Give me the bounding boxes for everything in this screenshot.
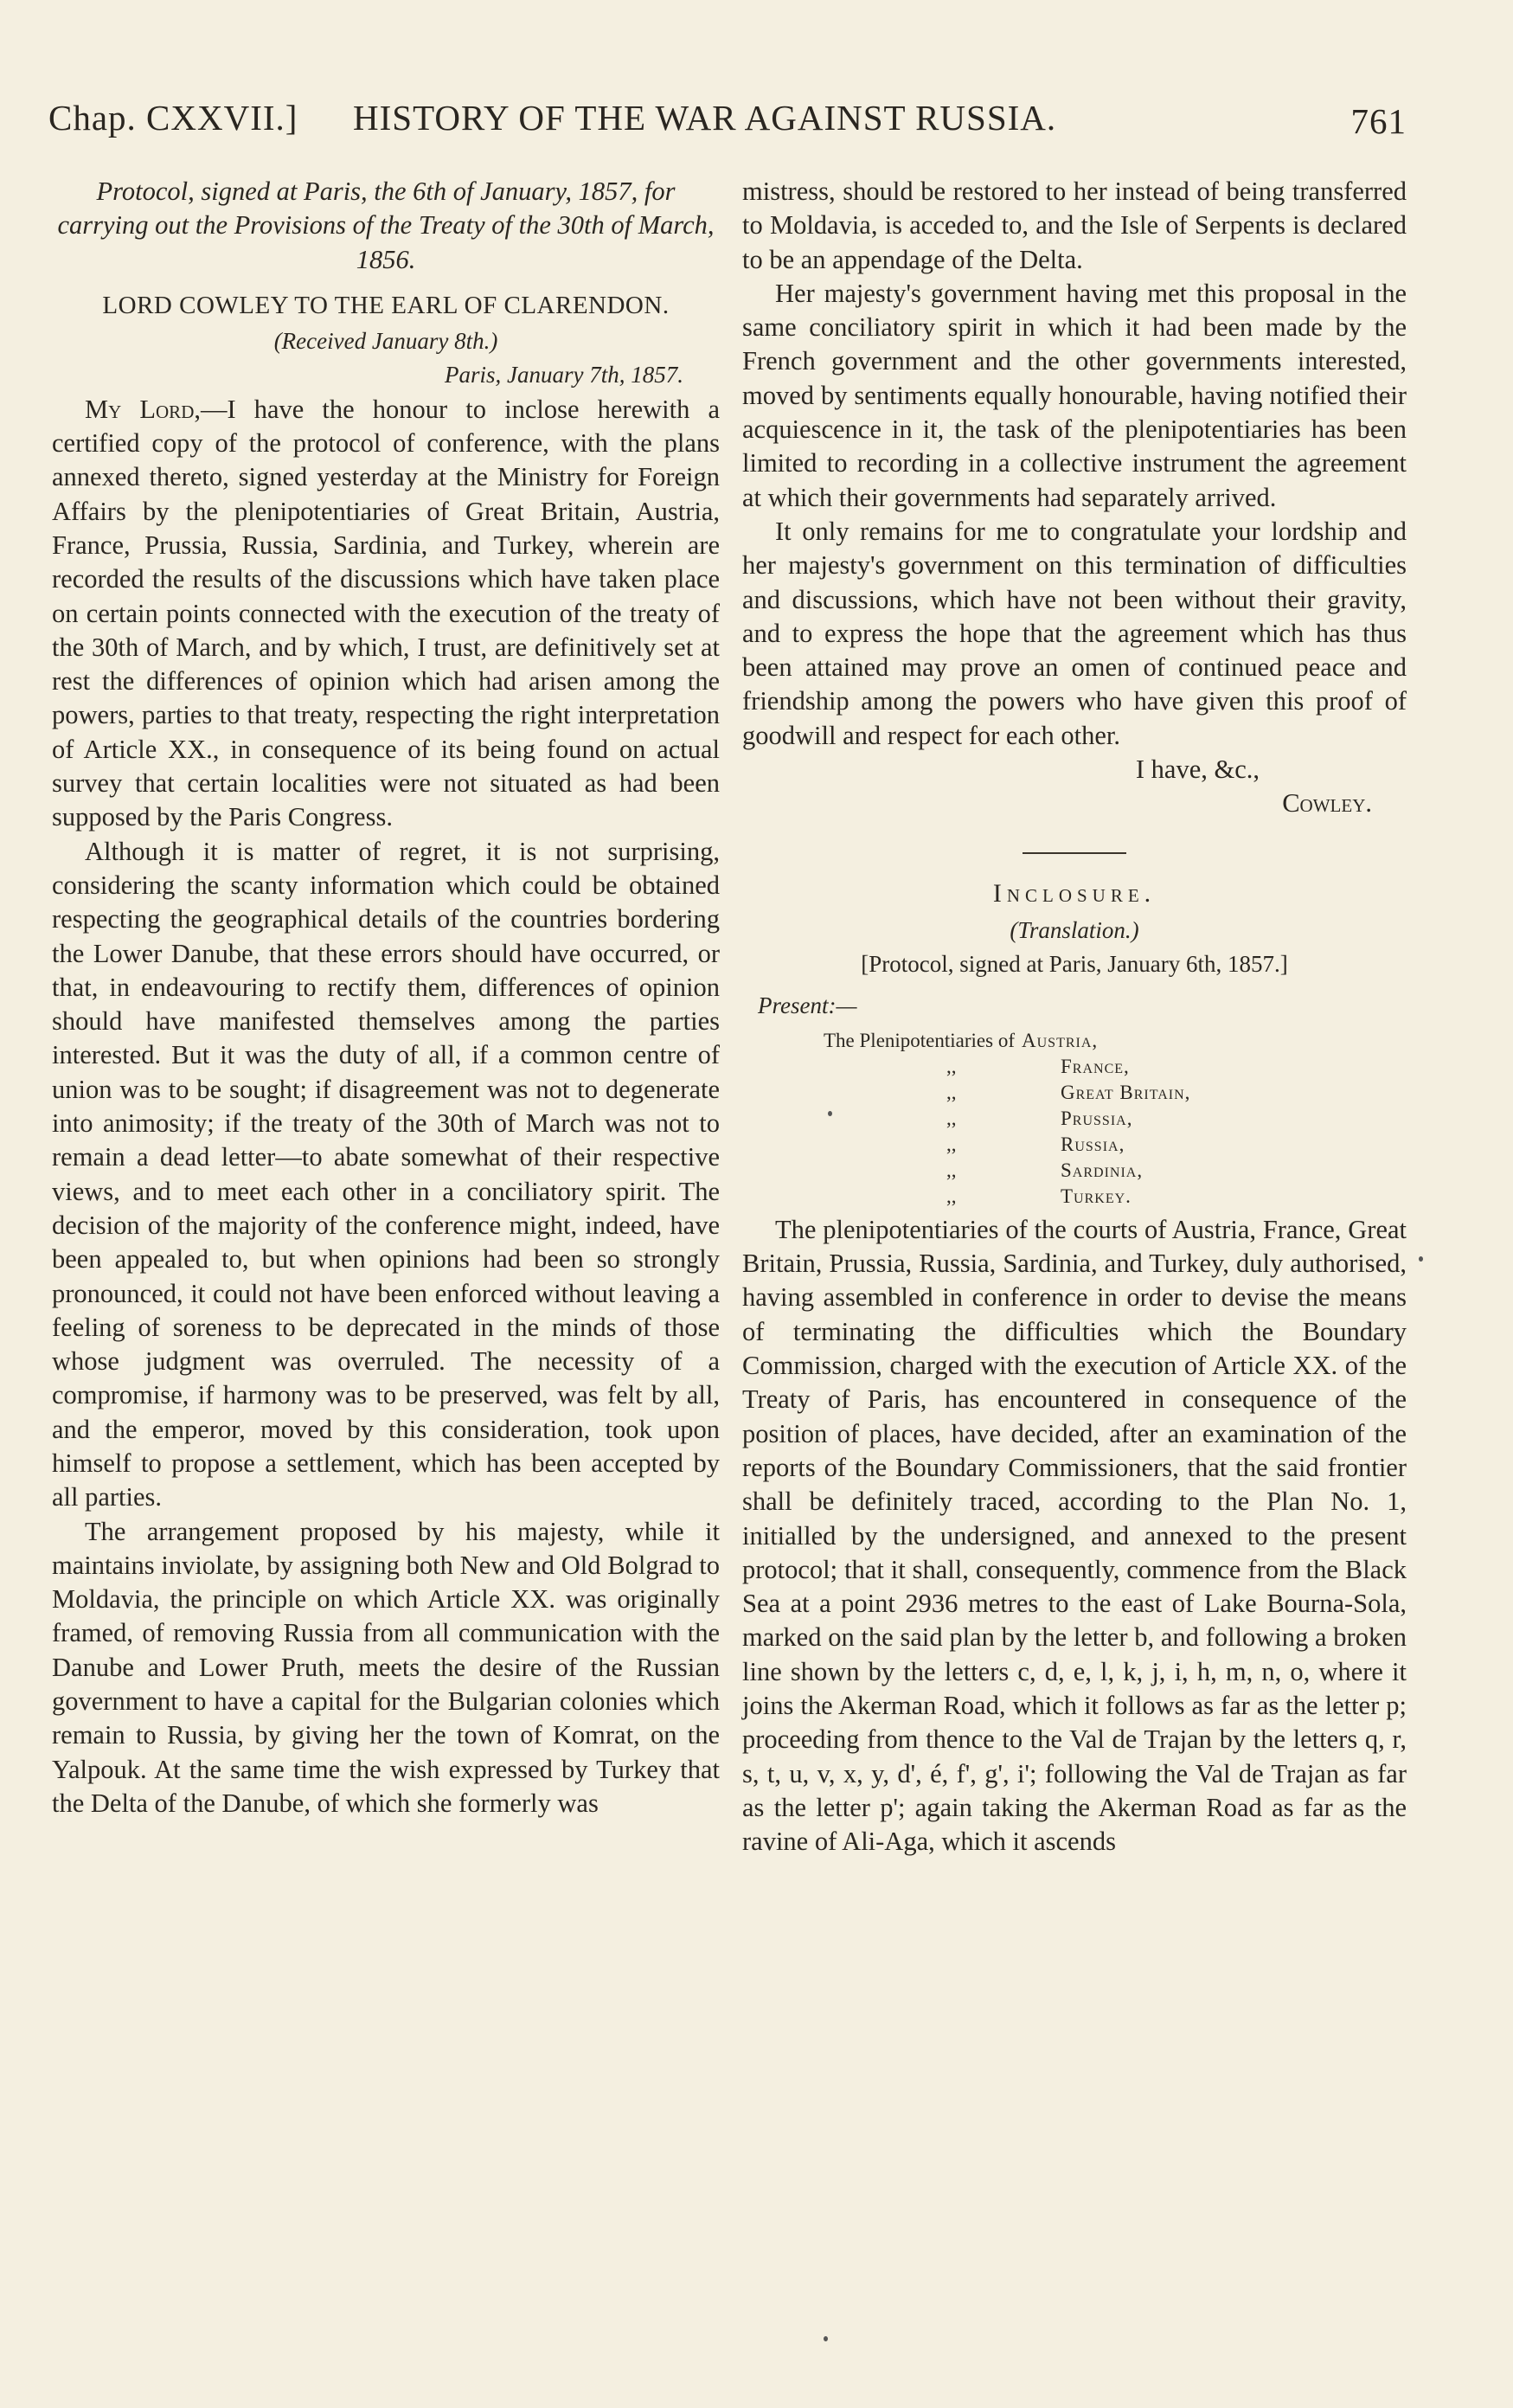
received-date: (Received January 8th.) — [273, 328, 498, 355]
paragraph-text: —I have the honour to inclose herewith a certified copy of the protocol of conference, with the plans annexed thereto, signed yesterday at the Ministry for Foreign Affairs by the plenipotentiaries of Great Britain, Austria, France, Prussia, Russia, Sardinia, and Turkey, wherein are recorded the results of the discussions which have taken place on certain points connected with the execution of the treaty of the 30th of March, and by which, I trust, are definitively set at rest the differences of opinion which had arisen among the powers, parties to that treaty, respecting the right interpretation of Article XX., in consequence of its being found on actual survey that certain localities were not situated as had been supposed by the Paris Congress. — [52, 394, 720, 832]
right-column — [742, 175, 1407, 1859]
translation-label: (Translation.) — [1010, 916, 1139, 943]
print-speck — [824, 2336, 828, 2341]
paragraph: Her majesty's government having met this proposal in the same conciliatory spirit in which it had been made by the French government and the other governments interested, moved by sentiments equally honourable, having notified their acquiescence in it, the task of the plenipotentiaries has been limited to recording in a collective instrument the agreement at which their governments had separately arrived. — [742, 278, 1407, 512]
paragraph: The arrangement proposed by his majesty, while it maintains inviolate, by assigning both New and Old Bolgrad to Moldavia, the principle on which Article XX. was originally framed, of removing Russia from all communication with the Danube and Lower Pruth, meets the desire of the Russian government to have a capital for the Bulgarian colonies which remain to Russia, by giving her the town of Komrat, on the Yalpouk. At the same time the wish expressed by Turkey that the Delta of the Danube, of which she formerly was — [52, 1516, 720, 1818]
signature: Cowley. — [1282, 788, 1372, 819]
paragraph: It only remains for me to congratulate your lordship and her majesty's government on this termination of difficulties and discussions, which have not been without their gravity, and to express the hope that the agreement which has thus been attained may prove an omen of continued peace and friendship among the powers who have given this proof of goodwill and respect for each other. — [742, 516, 1407, 750]
plenipotentiaries-list — [742, 1028, 1407, 1210]
ditto-mark: ,, — [946, 1133, 957, 1155]
protocol-title: Protocol, signed at Paris, the 6th of January, 1857, for carrying out the Provisions of the Treaty of the 30th of March, 1856. — [57, 177, 715, 274]
chapter-label: Chap. CXXVII.] — [48, 98, 298, 138]
list-item — [742, 1158, 1407, 1184]
ditto-mark: ,, — [946, 1081, 957, 1103]
country-name: Prussia, — [1061, 1107, 1133, 1129]
country-name: Sardinia, — [1061, 1159, 1144, 1181]
print-speck — [1419, 1256, 1423, 1262]
ditto-mark: ,, — [946, 1159, 957, 1181]
protocol-paragraph: The plenipotentiaries of the courts of Austria, France, Great Britain, Prussia, Russia, Sardinia, and Turkey, duly authorised, having assembled in conference in order to devise the means of terminating the difficulties which the Boundary Commission, charged with the execution of Article XX. of the Treaty of Paris, has encountered in consequence of the position of places, have decided, after an examination of the reports of the Boundary Commissioners, that the said frontier shall be definitely traced, according to the Plan No. 1, initialled by the undersigned, and annexed to the present protocol; that it shall, consequently, commence from the Black Sea at a point 2936 metres to the east of Lake Bourna-Sola, marked on the said plan by the letter b, and following a broken line shown by the letters c, d, e, l, k, j, i, h, m, n, o, where it joins the Akerman Road, which it follows as far as the letter p; proceeding from thence to the Val de Trajan by the letters q, r, s, t, u, v, x, y, d', é, f', g', i'; following the Val de Trajan as far as the letter p'; again taking the Akerman Road as far as the ravine of Ali-Aga, which it ascends — [742, 1214, 1407, 1857]
letter-heading: LORD COWLEY TO THE EARL OF CLARENDON. — [102, 291, 670, 319]
paragraph: Although it is matter of regret, it is not surprising, considering the scanty information which could be obtained respecting the geographical details of the countries bordering the Lower Danube, that these errors should have occurred, or that, in endeavouring to rectify them, differences of opinion should have manifested themselves among the parties interested. But it was the duty of all, if a common centre of union was to be sought; if disagreement was not to degenerate into animosity; if the treaty of the 30th of March was not to remain a dead letter—to abate somewhat of their respective views, and to meet each other in a conciliatory spirit. The decision of the majority of the conference might, indeed, have been appealed to, but when opinions had been so strongly pronounced, it could not have been enforced without leaving a feeling of soreness to be deprecated in the minds of those whose judgment was overruled. The necessity of a compromise, if harmony was to be preserved, was felt by all, and the emperor, moved by this consideration, took upon himself to propose a settlement, which has been accepted by all parties. — [52, 836, 720, 1512]
list-item — [742, 1106, 1407, 1132]
running-header — [48, 97, 1407, 149]
country-name: France, — [1061, 1055, 1130, 1077]
ditto-mark: ,, — [946, 1185, 957, 1207]
list-item — [742, 1184, 1407, 1210]
salutation: My Lord, — [85, 394, 201, 424]
present-label: Present:— — [758, 992, 857, 1018]
dateline: Paris, January 7th, 1857. — [445, 362, 683, 388]
list-item — [742, 1132, 1407, 1158]
inclosure-heading: Inclosure. — [992, 878, 1157, 908]
plenipotentiaries-prefix: The Plenipotentiaries of — [824, 1029, 1015, 1051]
left-column — [52, 175, 720, 1820]
divider — [1023, 852, 1126, 854]
country-name: Austria, — [1022, 1029, 1099, 1051]
country-name: Turkey. — [1061, 1185, 1132, 1207]
country-name: Great Britain, — [1061, 1081, 1191, 1103]
paragraph-continuation: mistress, should be restored to her instead of being transferred to Moldavia, is acceded to, and the Isle of Serpents is declared to be an appendage of the Delta. — [742, 177, 1407, 274]
list-item — [742, 1028, 1407, 1054]
paragraph — [52, 393, 720, 835]
print-speck — [828, 1111, 832, 1116]
closing: I have, &c., — [1135, 755, 1260, 785]
ditto-mark: ,, — [946, 1055, 957, 1077]
page-number: 761 — [1350, 101, 1407, 141]
list-item — [742, 1080, 1407, 1106]
protocol-line: [Protocol, signed at Paris, January 6th, 1857.] — [861, 951, 1288, 978]
running-title: HISTORY OF THE WAR AGAINST RUSSIA. — [353, 98, 1057, 138]
ditto-mark: ,, — [946, 1107, 957, 1129]
list-item — [742, 1054, 1407, 1080]
country-name: Russia, — [1061, 1133, 1125, 1155]
